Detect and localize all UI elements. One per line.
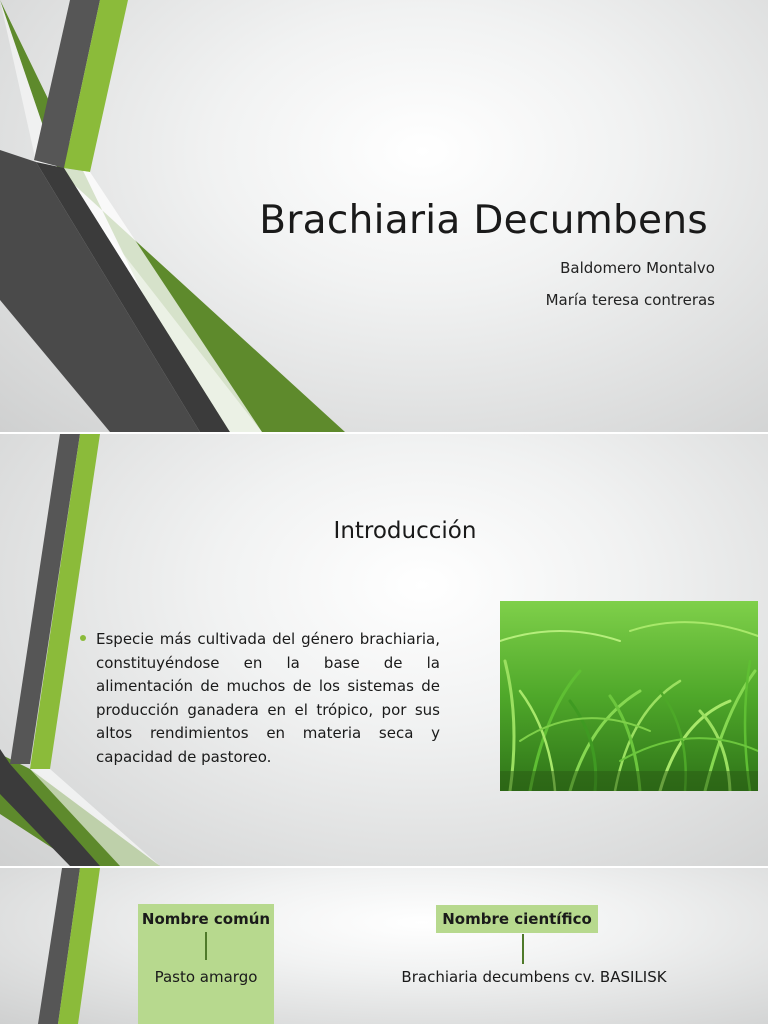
common-name-box [138,904,274,1024]
connector-line [205,932,207,960]
grass-photo [500,601,758,791]
common-name-value: Pasto amargo [154,968,258,986]
bullet-item [80,628,440,769]
scientific-name-label: Nombre científico [436,905,598,933]
decorative-stripes [0,868,768,1024]
names-slide [0,868,768,1024]
bullet-dot-icon [80,635,86,641]
connector-line [522,934,524,964]
title-slide [0,0,768,432]
author-name: Baldomero Montalvo [560,259,715,277]
scientific-name-value: Brachiaria decumbens cv. BASILISK [401,968,667,986]
intro-slide [0,434,768,866]
common-name-label: Nombre común [141,910,271,928]
bullet-text: Especie más cultivada del género brachiaria, constituyéndose en la base de la alimentación de muchos de los sistemas de producción ganadera en el trópico, por sus altos rendimientos en materia seca y capacidad de pastoreo. [96,630,440,766]
author-name: María teresa contreras [545,291,715,309]
slide-title: Introducción [333,518,477,544]
presentation-title: Brachiaria Decumbens [259,198,708,243]
